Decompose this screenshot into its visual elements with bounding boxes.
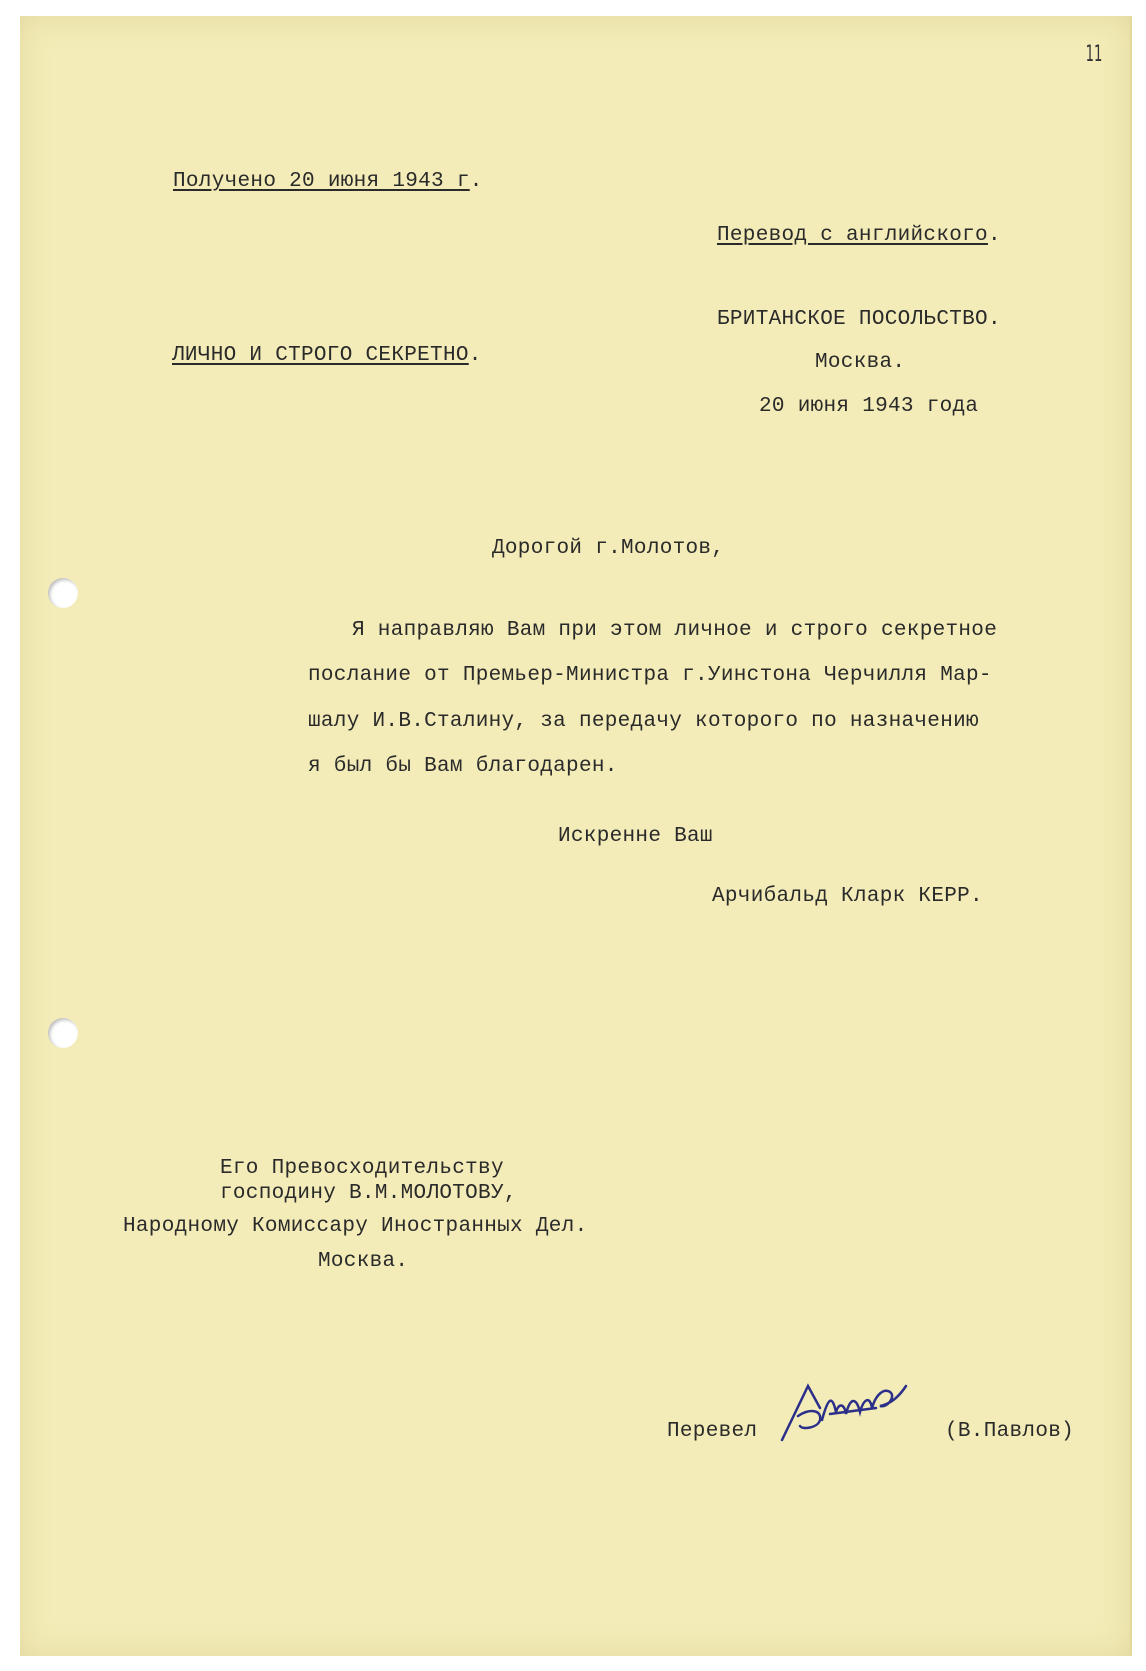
classification: ЛИЧНО И СТРОГО СЕКРЕТНО. [172, 344, 482, 367]
signer-name: Арчибальд Кларк КЕРР. [712, 885, 983, 908]
closing: Искренне Ваш [558, 825, 713, 848]
letter-date: 20 июня 1943 года [759, 395, 979, 418]
embassy-name: БРИТАНСКОЕ ПОСОЛЬСТВО. [717, 308, 1001, 331]
body-line-2: послание от Премьер-Министра г.Уинстона Черчилля Мар- [308, 664, 992, 687]
body-line-3: шалу И.В.Сталину, за передачу которого по назначению [308, 710, 979, 733]
salutation: Дорогой г.Молотов, [492, 537, 725, 560]
page-number: 11 [1085, 42, 1103, 67]
handwritten-signature [780, 1368, 910, 1453]
addressee-line-4: Москва. [318, 1250, 409, 1273]
translation-note: Перевод с английского. [717, 224, 1001, 247]
punch-hole-top [48, 578, 78, 608]
embassy-city: Москва. [815, 351, 906, 374]
received-text: Получено 20 июня 1943 г [173, 170, 470, 193]
addressee-line-3: Народному Комиссару Иностранных Дел. [123, 1215, 588, 1238]
body-line-4: я был бы Вам благодарен. [308, 755, 618, 778]
punch-hole-bottom [48, 1018, 78, 1048]
translation-text: Перевод с английского [717, 224, 988, 247]
classification-text: ЛИЧНО И СТРОГО СЕКРЕТНО [172, 344, 469, 367]
body-line-1: Я направляю Вам при этом личное и строго секретное [352, 619, 998, 642]
translated-label: Перевел [667, 1420, 758, 1443]
addressee-line-2: господину В.М.МОЛОТОВУ, [220, 1182, 517, 1205]
addressee-line-1: Его Превосходительству [220, 1157, 504, 1180]
translator-name: (В.Павлов) [945, 1420, 1075, 1443]
received-date: Получено 20 июня 1943 г. [173, 170, 483, 193]
